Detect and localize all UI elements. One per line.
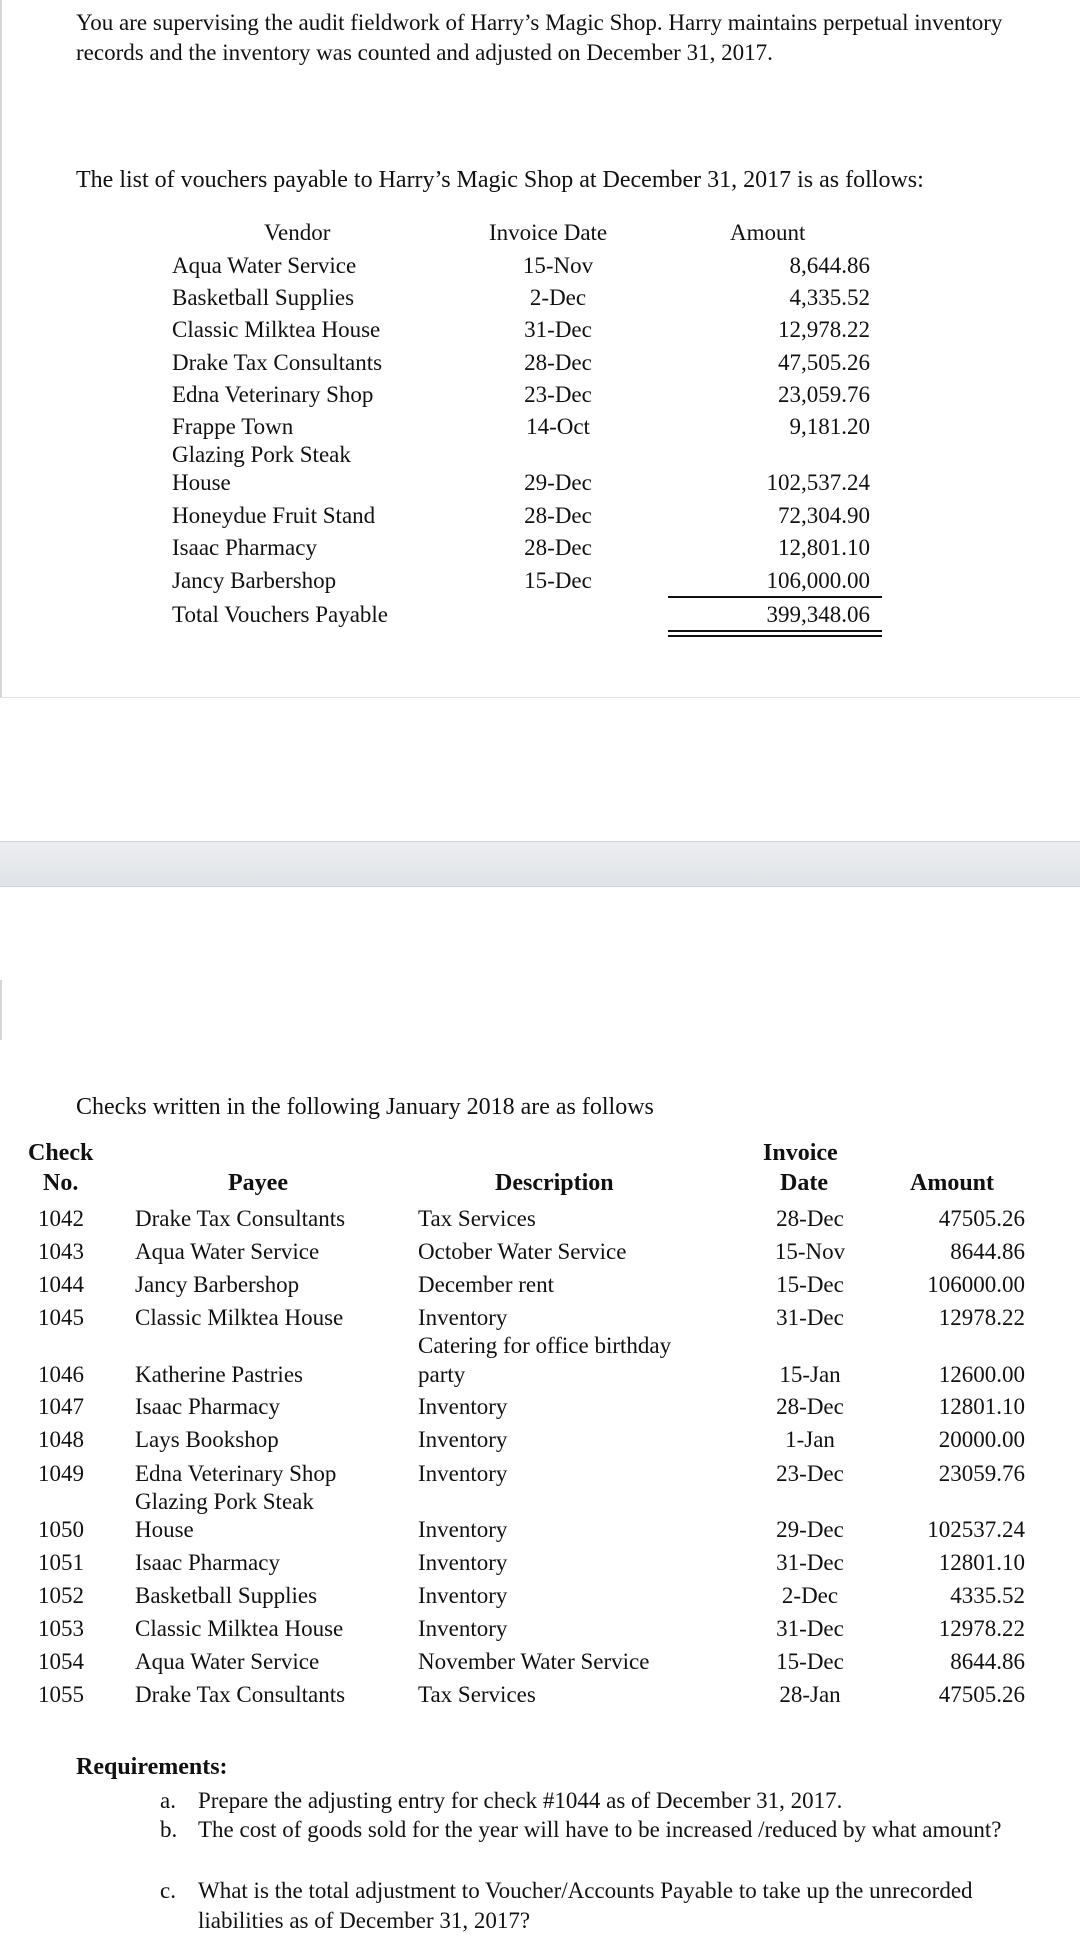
voucher-amount: 23,059.76 <box>778 382 870 407</box>
voucher-date: 14-Oct <box>526 414 590 439</box>
vouchers-title: The list of vouchers payable to Harry’s Magic Shop at December 31, 2017 is as follows: <box>76 167 924 193</box>
requirement-text: Prepare the adjusting entry for check #1044 as of December 31, 2017. <box>198 1788 843 1813</box>
check-amount: 47505.26 <box>938 1206 1025 1231</box>
check-amount: 12978.22 <box>938 1616 1025 1641</box>
requirements-title: Requirements: <box>76 1754 228 1780</box>
amount-header: Amount <box>910 1170 995 1196</box>
voucher-date: 23-Dec <box>524 382 592 407</box>
vendor-header: Vendor <box>264 220 331 245</box>
check-amount: 8644.86 <box>950 1239 1025 1264</box>
total-amount: 399,348.06 <box>766 602 870 627</box>
voucher-vendor: Glazing Pork Steak <box>172 442 351 467</box>
requirement-text: What is the total adjustment to Voucher/Accounts Payable to take up the unrecorded liabilities as of December 31, 2017? <box>198 1878 973 1933</box>
check-description: Inventory <box>418 1616 508 1641</box>
check-description: October Water Service <box>418 1239 627 1264</box>
voucher-date: 28-Dec <box>524 503 592 528</box>
voucher-amount: 4,335.52 <box>789 285 870 310</box>
check-payee: Isaac Pharmacy <box>135 1394 280 1419</box>
voucher-date: 15-Dec <box>524 568 592 593</box>
requirement-label: c. <box>160 1878 176 1903</box>
payee-header: Payee <box>228 1170 288 1196</box>
check-invoice-date: 28-Dec <box>776 1206 844 1231</box>
check-invoice-date: 29-Dec <box>776 1517 844 1542</box>
check-invoice-date: 31-Dec <box>776 1550 844 1575</box>
check-invoice-date: 2-Dec <box>781 1583 839 1608</box>
check-payee: Basketball Supplies <box>135 1583 318 1608</box>
section-divider <box>0 697 1080 698</box>
check-invoice-date: 28-Jan <box>779 1682 841 1707</box>
requirement-text: The cost of goods sold for the year will have to be increased /reduced by what amount? <box>198 1817 1002 1842</box>
check-description: Inventory <box>418 1394 508 1419</box>
check-payee: Aqua Water Service <box>135 1239 320 1264</box>
voucher-amount: 8,644.86 <box>789 253 870 278</box>
check-description: Inventory <box>418 1517 508 1542</box>
check-invoice-date: 31-Dec <box>776 1616 844 1641</box>
voucher-date: 29-Dec <box>524 470 592 495</box>
check-description: Inventory <box>418 1427 508 1452</box>
check-invoice-date: 15-Dec <box>776 1272 844 1297</box>
check-description: Inventory <box>418 1583 508 1608</box>
subtotal-rule <box>668 596 882 598</box>
check-payee: Classic Milktea House <box>135 1616 344 1641</box>
voucher-date: 28-Dec <box>524 350 592 375</box>
voucher-date: 31-Dec <box>524 317 592 342</box>
total-double-rule <box>668 630 882 632</box>
check-number: 1052 <box>38 1583 84 1608</box>
check-amount: 4335.52 <box>950 1583 1025 1608</box>
check-payee: Drake Tax Consultants <box>135 1206 346 1231</box>
voucher-vendor: Classic Milktea House <box>172 317 381 342</box>
invoice-date-header: Invoice <box>763 1140 838 1166</box>
check-number: 1048 <box>38 1427 84 1452</box>
check-payee: Katherine Pastries <box>135 1362 303 1387</box>
check-payee: Lays Bookshop <box>135 1427 279 1452</box>
check-invoice-date: 31-Dec <box>776 1305 844 1330</box>
check-number: 1042 <box>38 1206 84 1231</box>
check-description: Inventory <box>418 1305 508 1330</box>
invoice-date-header: Invoice Date <box>489 220 608 245</box>
check-description: Tax Services <box>418 1206 536 1231</box>
check-number: 1053 <box>38 1616 84 1641</box>
check-amount: 106000.00 <box>927 1272 1025 1297</box>
voucher-amount: 47,505.26 <box>778 350 870 375</box>
check-description: Inventory <box>418 1550 508 1575</box>
check-amount: 20000.00 <box>938 1427 1025 1452</box>
page-edge-mark <box>0 0 2 697</box>
check-number: 1049 <box>38 1461 84 1486</box>
voucher-amount: 12,978.22 <box>778 317 870 342</box>
check-number: 1055 <box>38 1682 84 1707</box>
check-payee: Edna Veterinary Shop <box>135 1461 337 1486</box>
check-amount: 12600.00 <box>938 1362 1025 1387</box>
check-description: December rent <box>418 1272 555 1297</box>
check-invoice-date: 15-Jan <box>779 1362 841 1387</box>
voucher-vendor: Honeydue Fruit Stand <box>172 503 376 528</box>
voucher-vendor: Jancy Barbershop <box>172 568 337 593</box>
page-break-band <box>0 841 1080 887</box>
check-number: 1050 <box>38 1517 84 1542</box>
check-amount: 102537.24 <box>927 1517 1025 1542</box>
amount-header: Amount <box>730 220 806 245</box>
check-invoice-date: 28-Dec <box>776 1394 844 1419</box>
check-number: 1054 <box>38 1649 84 1674</box>
voucher-vendor: Isaac Pharmacy <box>172 535 317 560</box>
check-amount: 8644.86 <box>950 1649 1025 1674</box>
check-payee: Glazing Pork Steak <box>135 1489 314 1514</box>
check-amount: 12801.10 <box>938 1394 1025 1419</box>
page-edge-mark <box>0 980 2 1040</box>
total-double-rule <box>668 635 882 637</box>
requirement-label: a. <box>160 1788 176 1813</box>
voucher-amount: 9,181.20 <box>789 414 870 439</box>
description-header: Description <box>495 1170 614 1196</box>
voucher-vendor: Aqua Water Service <box>172 253 357 278</box>
check-no-header: Check <box>28 1140 94 1166</box>
check-description-cont: party <box>418 1362 466 1387</box>
check-number: 1051 <box>38 1550 84 1575</box>
check-payee: Isaac Pharmacy <box>135 1550 280 1575</box>
voucher-amount: 12,801.10 <box>778 535 870 560</box>
voucher-vendor: Frappe Town <box>172 414 294 439</box>
check-payee: Classic Milktea House <box>135 1305 344 1330</box>
check-description: Tax Services <box>418 1682 536 1707</box>
invoice-date-header: Date <box>780 1170 828 1196</box>
check-number: 1044 <box>38 1272 84 1297</box>
voucher-vendor-cont: House <box>172 470 231 495</box>
requirement-label: b. <box>160 1817 178 1842</box>
check-amount: 47505.26 <box>938 1682 1025 1707</box>
check-number: 1043 <box>38 1239 84 1264</box>
check-description: November Water Service <box>418 1649 650 1674</box>
checks-title: Checks written in the following January 2018 are as follows <box>76 1094 654 1120</box>
check-no-header: No. <box>43 1170 79 1196</box>
voucher-vendor: Basketball Supplies <box>172 285 355 310</box>
check-payee: Aqua Water Service <box>135 1649 320 1674</box>
check-number: 1047 <box>38 1394 84 1419</box>
voucher-vendor: Edna Veterinary Shop <box>172 382 374 407</box>
check-description: Inventory <box>418 1461 508 1486</box>
check-description: Catering for office birthday <box>418 1333 672 1358</box>
total-label: Total Vouchers Payable <box>172 602 388 627</box>
check-payee-cont: House <box>135 1517 194 1542</box>
check-amount: 12978.22 <box>938 1305 1025 1330</box>
voucher-date: 28-Dec <box>524 535 592 560</box>
voucher-amount: 102,537.24 <box>766 470 870 495</box>
check-payee: Drake Tax Consultants <box>135 1682 346 1707</box>
voucher-date: 2-Dec <box>529 285 587 310</box>
check-invoice-date: 15-Nov <box>774 1239 846 1264</box>
voucher-amount: 72,304.90 <box>778 503 870 528</box>
voucher-amount: 106,000.00 <box>766 568 870 593</box>
intro-paragraph: You are supervising the audit fieldwork of Harry’s Magic Shop. Harry maintains perpetual inventory records and the inventory was counted and adjusted on December 31, 2017. <box>76 10 1003 65</box>
check-invoice-date: 15-Dec <box>776 1649 844 1674</box>
check-invoice-date: 1-Jan <box>785 1427 835 1452</box>
check-number: 1045 <box>38 1305 84 1330</box>
check-invoice-date: 23-Dec <box>776 1461 844 1486</box>
voucher-date: 15-Nov <box>522 253 594 278</box>
check-amount: 12801.10 <box>938 1550 1025 1575</box>
check-number: 1046 <box>38 1362 84 1387</box>
check-payee: Jancy Barbershop <box>135 1272 300 1297</box>
voucher-vendor: Drake Tax Consultants <box>172 350 383 375</box>
check-amount: 23059.76 <box>938 1461 1025 1486</box>
